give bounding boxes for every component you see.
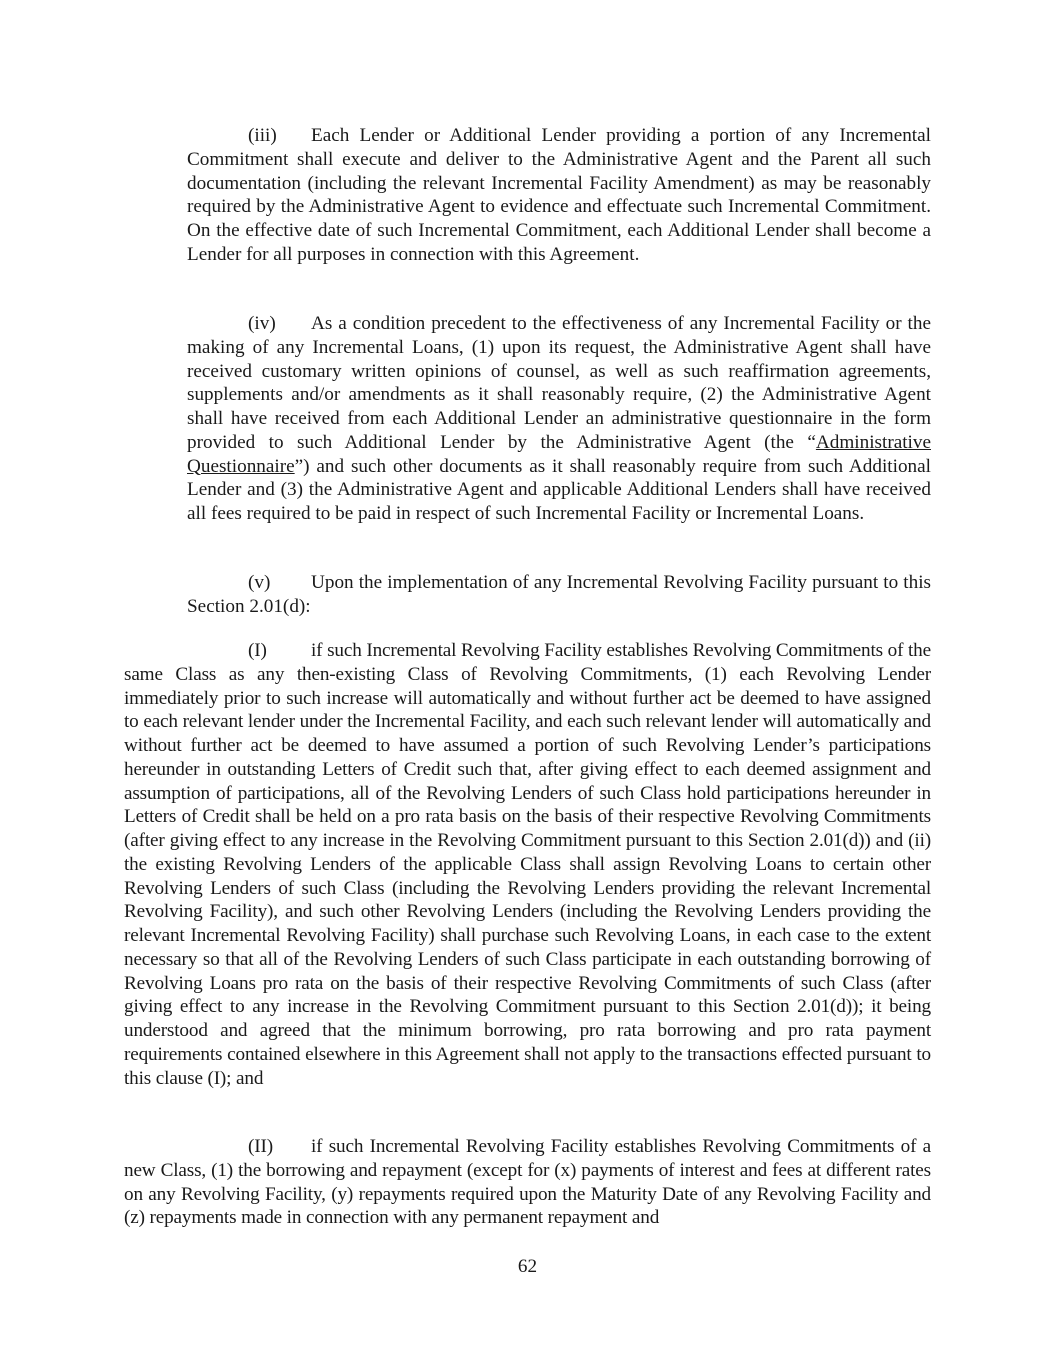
clause-label: (iv) bbox=[248, 313, 276, 334]
clause-text-continued: ”) and such other documents as it shall reasonably require from such Additional Lender and (3) the Administrative Agent and applicable Additional Lenders shall have received all fees required to be paid in respect of such Incremental Facility or Incremental Loans. bbox=[187, 455, 931, 524]
clause-text: Each Lender or Additional Lender providing a portion of any Incremental Commitment shall execute and deliver to the Administrative Agent and the Parent all such documentation (including the relevant Incremental Facility Amendment) as may be reasonably required by the Administrative Agent to evidence and effectuate such Incremental Commitment. On the effective date of such Incremental Commitment, each Additional Lender shall become a Lender for all purposes in connection with this Agreement. bbox=[187, 125, 931, 265]
clause-text: As a condition precedent to the effectiveness of any Incremental Facility or the making of any Incremental Loans, (1) upon its request, the Administrative Agent shall have received customary written opinions of counsel, as well as such reaffirmation agreements, supplements and/or amendments as it shall reasonably require, (2) the Administrative Agent shall have received from each Additional Lender an administrative questionnaire in the form provided to such Additional Lender by the Administrative Agent (the “ bbox=[187, 313, 931, 453]
clause-label: (II) bbox=[248, 1136, 273, 1157]
clause-text: if such Incremental Revolving Facility establishes Revolving Commitments of a new Class, (1) the borrowing and repayment (except for (x) payments of interest and fees at different rates on any Revolving Facility, (y) repayments required upon the Maturity Date of any Revolving Facility and (z) repayments made in connection with any permanent repayment and bbox=[124, 1136, 931, 1229]
clause-label: (I) bbox=[248, 640, 267, 661]
paragraph-iv bbox=[187, 312, 931, 526]
page-number: 62 bbox=[517, 1256, 538, 1277]
clause-label: (iii) bbox=[248, 125, 277, 146]
paragraph-v bbox=[187, 571, 931, 619]
clause-text: Upon the implementation of any Incremental Revolving Facility pursuant to this Section 2.01(d): bbox=[187, 572, 931, 617]
paragraph-iii bbox=[187, 124, 931, 267]
paragraph-II bbox=[124, 1135, 931, 1230]
paragraph-I bbox=[124, 639, 931, 1090]
defined-term-administrative-questionnaire: Administrative Questionnaire bbox=[187, 431, 931, 477]
clause-label: (v) bbox=[248, 572, 271, 593]
clause-text: if such Incremental Revolving Facility establishes Revolving Commitments of the same Class as any then-existing Class of Revolving Commitments, (1) each Revolving Lender immediately prior to such increase will automatically and without further act be deemed to have assigned to each relevant lender under the Incremental Facility, and each such relevant lender will automatically and without further act be deemed to have assumed a portion of such Revolving Lender’s participations hereunder in outstanding Letters of Credit such that, after giving effect to each deemed assignment and assumption of participations, all of the Revolving Lenders of such Class hold participations hereunder in Letters of Credit shall be held on a pro rata basis on the basis of their respective Revolving Commitments (after giving effect to any increase in the Revolving Commitment pursuant to this Section 2.01(d)) and (ii) the existing Revolving Lenders of the applicable Class shall assign Revolving Loans to certain other Revolving Lenders of such Class (including the Revolving Lenders providing the relevant Incremental Revolving Facility), and such other Revolving Lenders (including the Revolving Lenders providing the relevant Incremental Revolving Facility) shall purchase such Revolving Loans, in each case to the extent necessary so that all of the Revolving Lenders of such Class participate in each outstanding borrowing of Revolving Loans pro rata on the basis of their respective Revolving Commitments of such Class (after giving effect to any increase in the Revolving Commitment pursuant to this Section 2.01(d)); it being understood and agreed that the minimum borrowing, pro rata borrowing and pro rata payment requirements contained elsewhere in this Agreement shall not apply to the transactions effected pursuant to this clause (I); and bbox=[124, 640, 931, 1089]
